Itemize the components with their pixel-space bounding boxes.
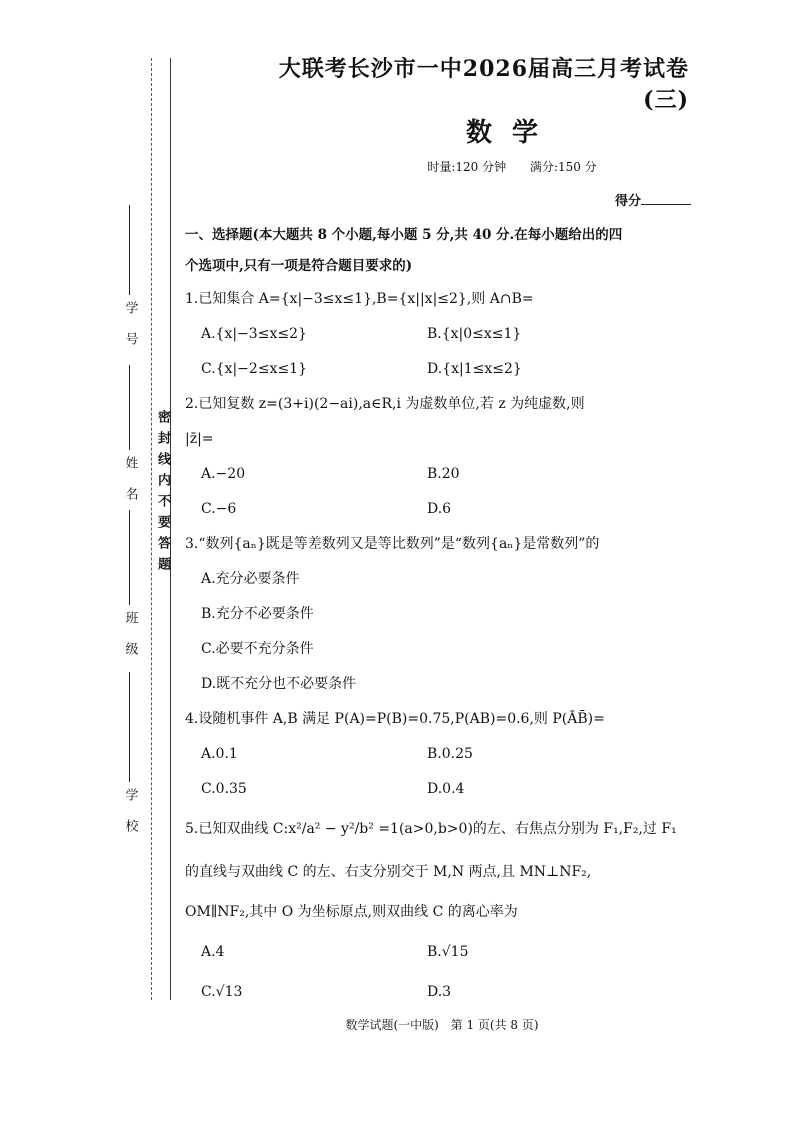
footer-page: 第 1 页(共 8 页) bbox=[450, 1018, 539, 1032]
options-row bbox=[185, 352, 695, 387]
question-area bbox=[185, 220, 695, 1012]
option-b: B.√15 bbox=[427, 944, 469, 960]
question-3 bbox=[185, 527, 695, 702]
exam-title: 大联考长沙市一中2026届高三月考试卷(三) bbox=[278, 56, 689, 113]
question-4 bbox=[185, 702, 695, 807]
options-row bbox=[185, 932, 695, 972]
score-box bbox=[615, 190, 691, 209]
student-id-blank[interactable] bbox=[129, 205, 131, 295]
student-id-label: 学号 bbox=[122, 301, 138, 363]
question-stem-line2: 的直线与双曲线 C 的左、右支分别交于 M,N 两点,且 MN⊥NF₂, bbox=[185, 864, 592, 880]
options-row bbox=[185, 317, 695, 352]
options-row bbox=[185, 772, 695, 807]
option-d: D.0.4 bbox=[427, 781, 465, 797]
score-blank[interactable] bbox=[641, 204, 691, 205]
option-a: A.4 bbox=[201, 944, 225, 960]
school-field[interactable] bbox=[110, 672, 150, 856]
option-d: D.3 bbox=[427, 984, 452, 1000]
question-stem-line3: OM∥NF₂,其中 O 为坐标原点,则双曲线 C 的离心率为 bbox=[185, 904, 518, 920]
option-a: A.−20 bbox=[201, 466, 246, 482]
section-heading-line1: 一、选择题(本大题共 8 个小题,每小题 5 分,共 40 分.在每小题给出的四 bbox=[185, 227, 623, 243]
question-1 bbox=[185, 282, 695, 387]
options-row bbox=[185, 492, 695, 527]
question-stem: 3.“数列{aₙ}既是等差数列又是等比数列”是“数列{aₙ}是常数列”的 bbox=[185, 536, 600, 552]
full-score: 满分:150 分 bbox=[529, 160, 597, 174]
options-row bbox=[185, 972, 695, 1012]
seal-notice: 密封线内不要答题 bbox=[155, 410, 170, 578]
subject-title: 数学 bbox=[465, 118, 558, 148]
name-field[interactable] bbox=[110, 365, 150, 524]
class-label: 班级 bbox=[122, 611, 138, 673]
footer-title: 数学试题(一中版) bbox=[345, 1018, 439, 1032]
option-c: C.−6 bbox=[201, 501, 237, 517]
question-2 bbox=[185, 387, 695, 527]
question-stem: 1.已知集合 A={x|−3≤x≤1},B={x||x|≤2},则 A∩B= bbox=[185, 291, 534, 307]
section-heading-line2: 个选项中,只有一项是符合题目要求的) bbox=[185, 258, 413, 274]
option-c: C.√13 bbox=[201, 984, 243, 1000]
options-row bbox=[185, 737, 695, 772]
question-stem: 5.已知双曲线 C:x²/a² − y²/b² =1(a>0,b>0)的左、右焦点分别为 F₁,F₂,过 F₁ bbox=[185, 821, 677, 837]
question-stem: 4.设随机事件 A,B 满足 P(A)=P(B)=0.75,P(AB)=0.6,则 P(ĀB̄)= bbox=[185, 711, 605, 727]
seal-dashed-line bbox=[151, 58, 152, 1000]
page-footer bbox=[0, 1016, 794, 1033]
option-a: A.充分必要条件 bbox=[201, 571, 300, 587]
school-label: 学校 bbox=[122, 788, 138, 850]
option-d: D.既不充分也不必要条件 bbox=[201, 676, 357, 692]
class-blank[interactable] bbox=[129, 510, 131, 605]
option-c: C.0.35 bbox=[201, 781, 247, 797]
option-b: B.0.25 bbox=[427, 746, 473, 762]
option-d: D.6 bbox=[427, 501, 452, 517]
option-d: D.{x|1≤x≤2} bbox=[427, 361, 522, 377]
option-a: A.{x|−3≤x≤2} bbox=[201, 326, 307, 342]
student-id-field[interactable] bbox=[110, 205, 150, 369]
option-c: C.必要不充分条件 bbox=[201, 641, 314, 657]
question-stem: 2.已知复数 z=(3+i)(2−ai),a∈R,i 为虚数单位,若 z 为纯虚数,则 bbox=[185, 396, 585, 412]
option-a: A.0.1 bbox=[201, 746, 238, 762]
options-row bbox=[185, 457, 695, 492]
name-label: 姓名 bbox=[122, 456, 138, 518]
time-limit: 时量:120 分钟 bbox=[427, 160, 507, 174]
option-b: B.充分不必要条件 bbox=[201, 606, 314, 622]
question-stem-line2: |z̄|= bbox=[185, 431, 214, 447]
section-heading bbox=[185, 220, 695, 282]
option-b: B.{x|0≤x≤1} bbox=[427, 326, 522, 342]
school-blank[interactable] bbox=[129, 672, 131, 782]
question-5 bbox=[185, 807, 695, 1012]
class-field[interactable] bbox=[110, 510, 150, 679]
option-c: C.{x|−2≤x≤1} bbox=[201, 361, 307, 377]
name-blank[interactable] bbox=[129, 365, 131, 450]
option-b: B.20 bbox=[427, 466, 460, 482]
exam-meta bbox=[0, 158, 794, 175]
score-label: 得分 bbox=[614, 194, 641, 209]
